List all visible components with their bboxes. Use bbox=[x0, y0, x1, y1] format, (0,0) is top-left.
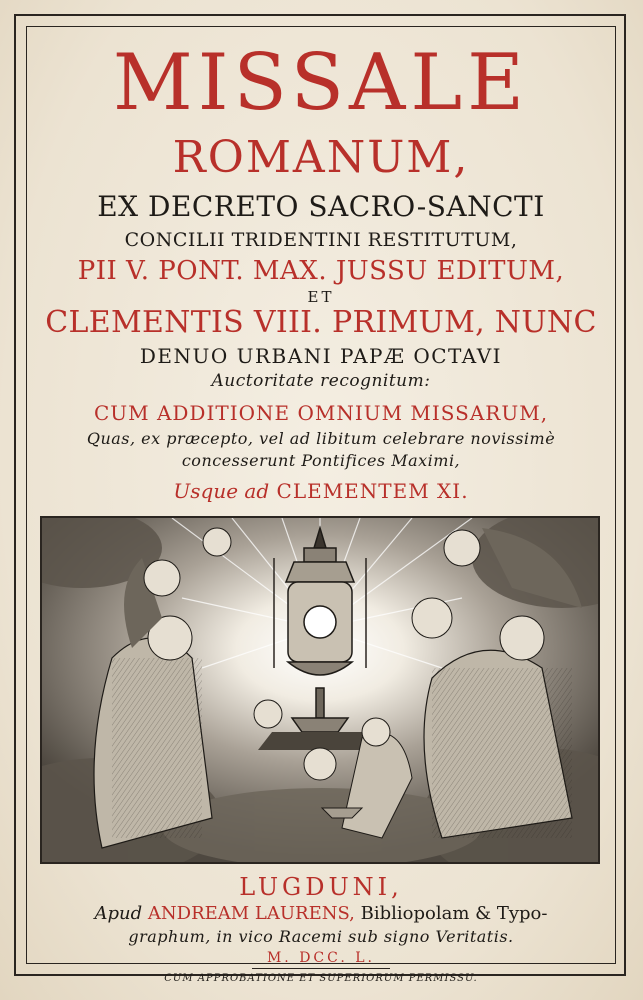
engraving-illustration bbox=[42, 518, 598, 862]
usque-name: CLEMENTEM XI. bbox=[276, 479, 469, 503]
line-cum-additione: CUM ADDITIONE OMNIUM MISSARUM, bbox=[93, 401, 549, 425]
line-usque bbox=[26, 478, 616, 504]
line-decreto: EX DECRETO SACRO-SANCTI bbox=[97, 190, 545, 223]
usque-lead: Usque ad bbox=[173, 479, 270, 503]
printer-name: ANDREAM LAURENS, bbox=[147, 903, 355, 924]
apud-lead: Apud bbox=[94, 903, 143, 924]
year-rule bbox=[252, 968, 390, 969]
line-concesserunt: concesserunt Pontifices Maximi, bbox=[181, 451, 461, 470]
title-sub: ROMANUM, bbox=[172, 132, 470, 183]
imprint-year: M. DCC. L. bbox=[266, 950, 376, 966]
line-clementis: CLEMENTIS VIII. PRIMUM, NUNC bbox=[45, 305, 597, 340]
imprint-apud-line bbox=[26, 902, 616, 926]
imprint-address: graphum, in vico Racemi sub signo Veritatis. bbox=[128, 927, 514, 946]
line-pii: PII V. PONT. MAX. JUSSU EDITUM, bbox=[77, 256, 565, 286]
approbation-line: CUM APPROBATIONE ET SUPERIORUM PERMISSU. bbox=[164, 973, 478, 984]
engraving-monstrance-angels bbox=[40, 516, 600, 864]
line-denuo: DENUO URBANI PAPÆ OCTAVI bbox=[139, 344, 503, 368]
imprint-city: LUGDUNI, bbox=[239, 873, 403, 901]
title-main: MISSALE bbox=[112, 38, 530, 128]
line-et: ET bbox=[307, 288, 335, 306]
line-concilii: CONCILII TRIDENTINI RESTITUTUM, bbox=[124, 229, 518, 251]
apud-tail: Bibliopolam & Typo- bbox=[360, 903, 548, 924]
line-quas: Quas, ex præcepto, vel ad libitum celebrare novissimè bbox=[86, 429, 556, 448]
line-auctoritate: Auctoritate recognitum: bbox=[211, 371, 431, 391]
